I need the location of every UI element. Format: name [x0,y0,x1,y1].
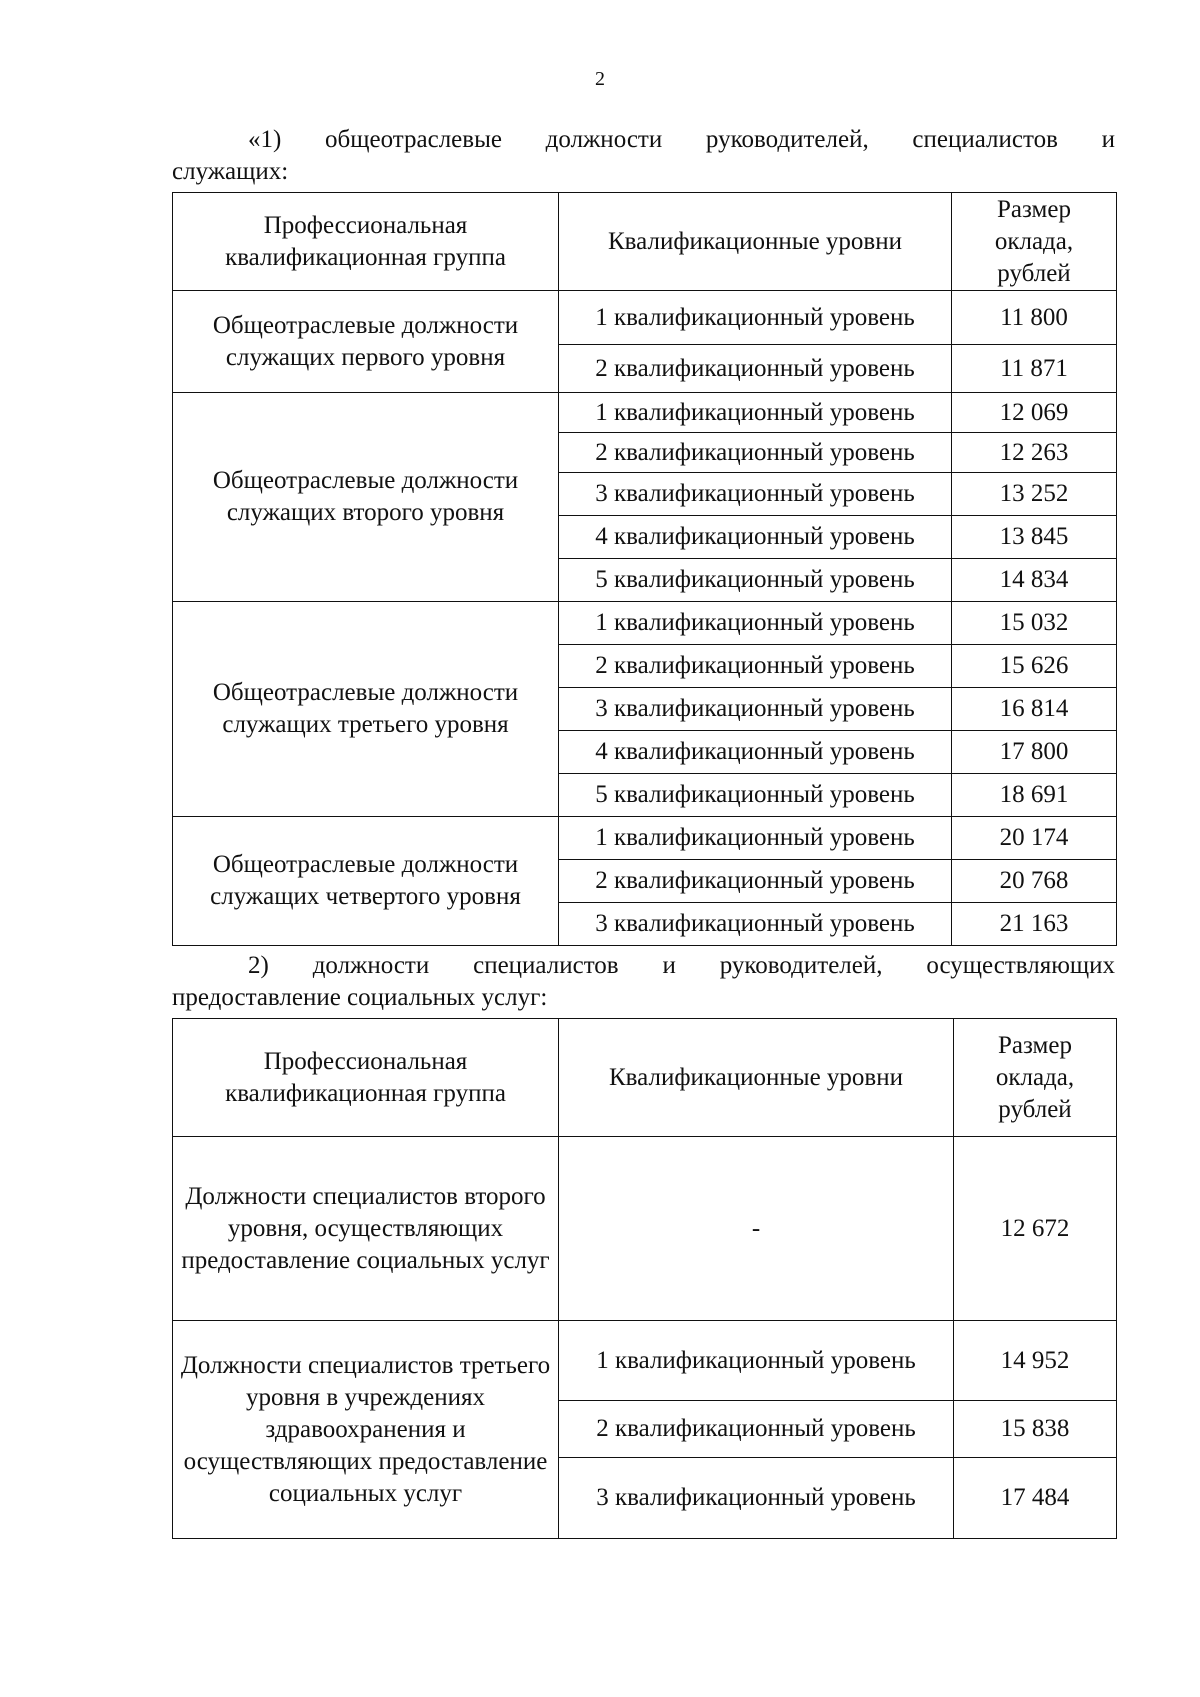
header-levels: Квалификационные уровни [559,1019,954,1137]
header-salary: Размер оклада, рублей [952,193,1117,291]
table-row [173,1137,1117,1321]
group-name: Общеотраслевые должности служащих четвертого уровня [173,817,559,946]
level-cell: 2 квалификационный уровень [559,433,952,473]
salary-cell: 18 691 [952,774,1117,817]
salary-cell: 15 626 [952,645,1117,688]
salary-cell: 15 032 [952,602,1117,645]
table-row [173,393,1117,433]
salary-cell: 14 834 [952,559,1117,602]
section1-intro-line2: служащих: [172,158,289,185]
level-cell: 3 квалификационный уровень [559,903,952,946]
level-cell: 3 квалификационный уровень [559,688,952,731]
salary-cell: 11 800 [952,291,1117,345]
salary-cell: 21 163 [952,903,1117,946]
salary-cell: 20 174 [952,817,1117,860]
table-row [173,291,1117,345]
level-cell: 4 квалификационный уровень [559,731,952,774]
section1-intro [172,124,1115,188]
salary-cell: 15 838 [954,1401,1117,1458]
salary-cell: 17 800 [952,731,1117,774]
level-cell: - [559,1137,954,1321]
salary-cell: 20 768 [952,860,1117,903]
level-cell: 5 квалификационный уровень [559,559,952,602]
salary-cell: 12 263 [952,433,1117,473]
header-group: Профессиональная квалификационная группа [173,1019,559,1137]
salary-cell: 12 672 [954,1137,1117,1321]
level-cell: 2 квалификационный уровень [559,345,952,393]
level-cell: 1 квалификационный уровень [559,1321,954,1401]
salary-table-1 [172,192,1117,946]
table-row [173,817,1117,860]
group-name: Общеотраслевые должности служащих первого уровня [173,291,559,393]
salary-table-2 [172,1018,1117,1539]
group-name: Общеотраслевые должности служащих второго уровня [173,393,559,602]
salary-cell: 17 484 [954,1458,1117,1539]
group-name: Должности специалистов третьего уровня в учреждениях здравоохранения и осуществляющих предоставление социальных услуг [173,1321,559,1539]
page-number: 2 [595,68,605,90]
salary-cell: 11 871 [952,345,1117,393]
table-row [173,1321,1117,1401]
salary-cell: 16 814 [952,688,1117,731]
header-salary: Размер оклада, рублей [954,1019,1117,1137]
level-cell: 2 квалификационный уровень [559,645,952,688]
level-cell: 3 квалификационный уровень [559,1458,954,1539]
header-group: Профессиональная квалификационная группа [173,193,559,291]
section1-intro-line1: «1) общеотраслевые должности руководителей, специалистов и [248,126,1115,153]
salary-cell: 12 069 [952,393,1117,433]
section2-intro-line2: предоставление социальных услуг: [172,984,548,1011]
level-cell: 1 квалификационный уровень [559,817,952,860]
level-cell: 5 квалификационный уровень [559,774,952,817]
section2-intro-line1: 2) должности специалистов и руководителей, осуществляющих [248,952,1115,979]
level-cell: 1 квалификационный уровень [559,393,952,433]
group-name: Должности специалистов второго уровня, осуществляющих предоставление социальных услуг [173,1137,559,1321]
header-levels: Квалификационные уровни [559,193,952,291]
level-cell: 1 квалификационный уровень [559,291,952,345]
level-cell: 3 квалификационный уровень [559,473,952,516]
level-cell: 2 квалификационный уровень [559,860,952,903]
salary-cell: 13 845 [952,516,1117,559]
level-cell: 4 квалификационный уровень [559,516,952,559]
level-cell: 2 квалификационный уровень [559,1401,954,1458]
table-header-row [173,193,1117,291]
table-header-row [173,1019,1117,1137]
salary-cell: 14 952 [954,1321,1117,1401]
group-name: Общеотраслевые должности служащих третьего уровня [173,602,559,817]
section2-intro [172,950,1115,1014]
salary-cell: 13 252 [952,473,1117,516]
level-cell: 1 квалификационный уровень [559,602,952,645]
table-row [173,602,1117,645]
